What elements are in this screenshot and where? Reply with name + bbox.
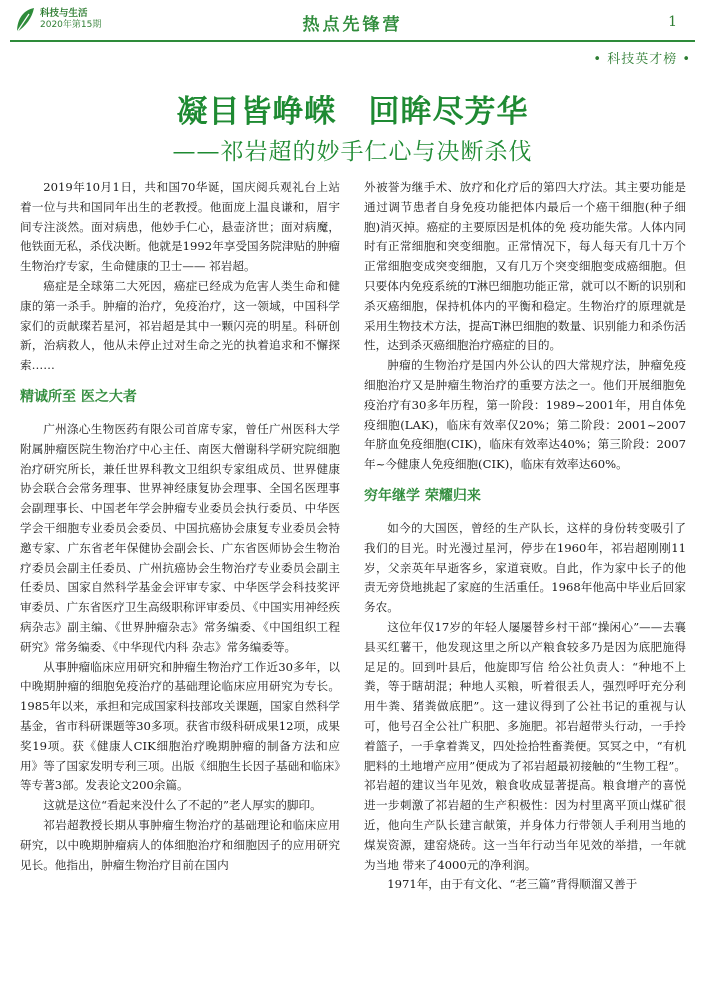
section-title: 热点先锋营 (302, 15, 403, 35)
paragraph: 2019年10月1日，共和国70华诞，国庆阅兵观礼台上站着一位与共和国同年出生的老教授。他面庞上温良谦和，眉宇间专注淡然。面对病患，他妙手仁心，悬壶济世；面对病魔，他铁面无私，杀伐决断。他就是1992年享受国务院津贴的肿瘤生物治疗专家，生命健康的卫士—— 祁岩超。 (20, 180, 340, 274)
paragraph: 如今的大国医，曾经的生产队长，这样的身份转变吸引了我们的目光。时光漫过星河，停步在1960年，祁岩超刚刚11岁，父亲英年早逝客乡，家道衰败。自此，作为家中长子的他责无旁贷地挑起了家庭的生活重任。1968年他高中毕业后回家务农。 (364, 520, 686, 615)
paragraph: 祁岩超教授长期从事肿瘤生物治疗的基础理论和临床应用研究，以中晚期肿瘤病人的体细胞治疗和细胞因子的应用研究见长。他指出，肿瘤生物治疗目前在国内 (20, 817, 340, 872)
left-column (20, 178, 340, 875)
right-column (364, 178, 686, 895)
paragraph-continued: 外被誉为继手术、放疗和化疗后的第四大疗法。其主要功能是通过调节患者自身免疫功能把体内最后一个癌干细胞(种子细胞)消灭掉。癌症的主要原因是机体的免 疫功能失常。人体内同时有正常细胞和突变细胞。正常情况下，每人每天有几十万个正常细胞变成突变细胞，又有几万个突变细胞变成癌细胞。但只要体内免疫系统的T淋巴细胞功能正常，就可以不断的识别和杀灭癌细胞，保持机体内的平衡和稳定。生物治疗的原理就是采用生物技术方法，提高T淋巴细胞的数量、识别能力和杀伤活性，达到杀灭癌细胞治疗癌症的目的。 (364, 180, 686, 353)
article-subtitle: ——祁岩超的妙手仁心与决断杀伐 (172, 139, 533, 165)
page-number: 1 (668, 14, 677, 30)
paragraph: 癌症是全球第二大死因，癌症已经成为危害人类生命和健康的第一杀手。肿瘤的治疗，免疫治疗，这一领域，中国科学家们的贡献璨若星河，祁岩超是其中一颗闪亮的明星。科研创新，治病救人，他从未停止过对生命之光的执着追求和不懈探索…… (20, 278, 340, 373)
column-tag: • 科技英才榜 • (593, 52, 691, 67)
section-heading: 穷年继学 荣耀归来 (364, 487, 481, 504)
header-divider (10, 40, 695, 42)
section-heading: 精诚所至 医之大者 (20, 388, 137, 405)
paragraph: 肿瘤的生物治疗是国内外公认的四大常规疗法，肿瘤免疫细胞治疗又是肿瘤生物治疗的重要方法之一。他们开展细胞免疫治疗有30多年历程，第一阶段：1989~2001年，用自体免疫细胞(LAK)，临床有效率仅20%；第二阶段：2001~2007年脐血免疫细胞(CIK)，临床有效率达40%；第三阶段：2007年~今健康人免疫细胞(CIK)，临床有效率达60%。 (364, 358, 686, 472)
paragraph: 这位年仅17岁的年轻人屡屡替乡村干部“操闲心”——去襄县买红薯干，他发现这里之所以产粮食较多乃是因为底肥施得足足的。回到叶县后，他旋即写信 给公社负责人：“种地不上粪，等于瞎胡混；种地人买粮，听着很丢人，强烈呼吁充分利用牛粪、猪粪做底肥”。这一建议得到了公社书记的重视与认可，他号召全公社广积肥、多施肥。祁岩超带头行动，一手拎着篮子，一手拿着粪叉，四处捡拾牲畜粪便。冥冥之中，“有机肥料的土地增产应用”便成为了祁岩超最初接触的“生物工程”。祁岩超的建议当年见效，粮食收成显著提高。粮食增产的喜悦进一步刺激了祁岩超的生产积极性：因为村里离平顶山煤矿很近，他向生产队长建言献策，并身体力行带领人手利用当地的煤炭资源，建窑烧砖。这一当年行动当年见效的举措，一年就为当地 带来了4000元的净利润。 (364, 619, 686, 872)
article-title: 凝目皆峥嵘 回眸尽芳华 (176, 94, 529, 130)
magazine-name: 科技与生活 (40, 8, 88, 19)
magazine-issue: 2020年第15期 (40, 20, 102, 30)
paragraph: 1971年，由于有文化、“老三篇”背得顺溜又善于 (387, 877, 638, 892)
paragraph: 从事肿瘤临床应用研究和肿瘤生物治疗工作近30多年，以中晚期肿瘤的细胞免疫治疗的基础理论临床应用研究为专长。1985年以来，承担和完成国家科技部攻关课题，国家自然科学基金，省市科研课题等30多项。获省市级科研成果12项，成果奖19项。获《健康人CIK细胞治疗晚期肿瘤的制备方法和应用》等了国家发明专利三项。出版《细胞生长因子基础和临床》等专著3部。发表论文200余篇。 (20, 659, 340, 793)
paragraph: 广州涤心生物医药有限公司首席专家，曾任广州医科大学附属肿瘤医院生物治疗中心主任、南医大僧谢科学研究院细胞治疗研究所长，兼任世界科教文卫组织专家组成员、世界健康协会联合会常务理事、世界神经康复协会理事、全国名医理事会副理事长、中国老年学会肿瘤专业委员会执行委员、中华医学会干细胞专业委员会委员、中国抗癌协会康复专业委员会特邀专家、广东省老年保健协会副会长、广东省医师协会生物治疗委员会副主任委员、广州抗癌协会生物治疗专业委员会副主任委员、国家自然科学基金会评审专家、中华医学会科技奖评审委员、广东省医疗卫生高级职称评审委员、《中国实用神经疾病杂志》副主编、《世界肿瘤杂志》常务编委、《中国组织工程研究》常务编委、《中华现代内科 杂志》常务编委等。 (20, 421, 340, 654)
paragraph: 这就是这位“看起来没什么了不起的”老人厚实的脚印。 (43, 798, 322, 813)
page-header (0, 0, 705, 46)
